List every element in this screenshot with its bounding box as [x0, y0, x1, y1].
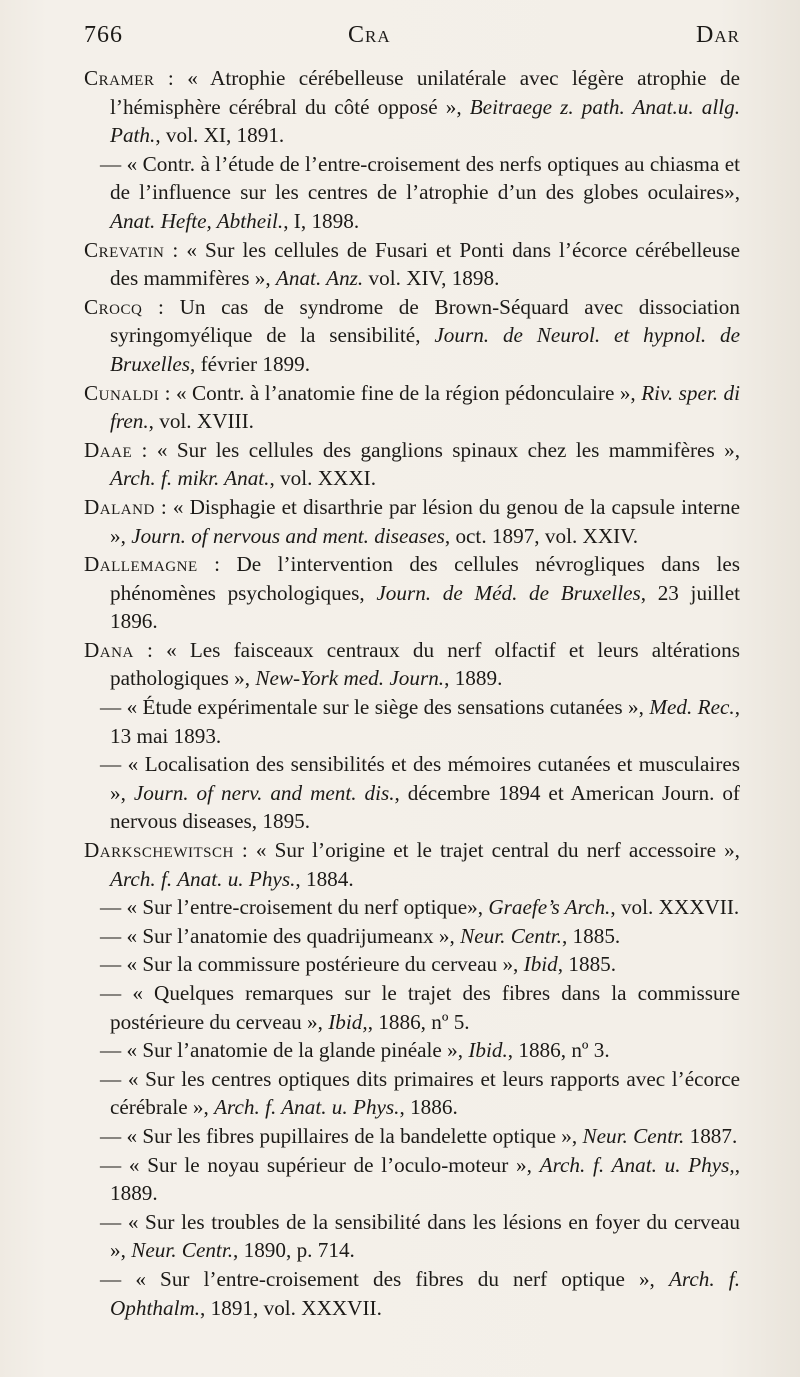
entry-title: « Sur les cellules de Fusari et Ponti dans l’écorce cérébelleuse des mammifères », — [110, 237, 740, 291]
bibliography-entry — [84, 750, 740, 836]
bibliography-entry — [84, 550, 740, 636]
entry-title: « Étude expérimentale sur le siège des sensations cutanées », — [126, 695, 650, 720]
entry-details: , vol. XXXI. — [269, 466, 377, 491]
entry-author: Daae — [84, 437, 133, 462]
entry-journal: Beitraege z. path. Anat.u. allg. Path. — [110, 94, 741, 148]
entry-journal: Med. Rec. — [649, 695, 735, 720]
entry-journal: Ibid — [523, 952, 558, 977]
bibliography-entry — [84, 636, 740, 693]
entry-author: Dana — [84, 637, 134, 662]
entry-details: , oct. 1897, vol. XXIV. — [444, 523, 639, 548]
entry-separator: : — [142, 294, 180, 319]
entry-title: « Sur la commissure postérieure du cerveau », — [126, 952, 524, 977]
entry-journal: Anat. Hefte, Abtheil. — [110, 208, 284, 233]
entry-details: , 1885. — [557, 952, 617, 977]
entry-details: , 1885. — [561, 923, 621, 948]
entry-separator: — — [100, 981, 133, 1005]
entry-journal: Neur. Centr. — [460, 923, 562, 948]
entry-details: 1887. — [684, 1123, 738, 1148]
bibliography-entry — [84, 1208, 740, 1265]
entry-separator: — — [100, 1209, 128, 1234]
entry-title: « Sur les troubles de la sensibilité dans les lésions en foyer du cerveau », — [110, 1209, 741, 1263]
entry-separator: — — [100, 895, 127, 920]
entry-journal: Ibid, — [328, 1009, 368, 1034]
bibliography-entry — [84, 979, 740, 1036]
entry-title: « Sur l’origine et le trajet central du nerf accessoire », — [255, 838, 740, 863]
entry-journal: Arch. f. mikr. Anat. — [110, 466, 270, 491]
entry-journal: Journ. de Méd. de Bruxelles — [376, 580, 641, 605]
entry-author: Crevatin — [84, 237, 165, 262]
entry-separator: — — [100, 1152, 129, 1177]
entry-details: , 1890, p. 714. — [233, 1238, 355, 1263]
entry-title: « Contr. à l’étude de l’entre-croisement des nerfs optiques au chiasma et de l’influence sur les centres de l’atrophie d’un des globes oculaires», — [110, 151, 741, 205]
bibliography-entry — [84, 150, 740, 236]
entry-journal: Arch. f. Anat. u. Phys. — [214, 1095, 400, 1120]
entry-separator: : — [154, 494, 173, 519]
entry-title: « Sur l’anatomie de la glande pinéale », — [126, 1038, 469, 1063]
entry-details: , 1889. — [110, 1152, 741, 1206]
entry-journal: Riv. sper. di fren. — [110, 380, 740, 434]
bibliography-entry — [84, 836, 740, 893]
entry-separator: : — [159, 380, 176, 405]
bibliography-entry — [84, 893, 740, 922]
entry-separator: — — [100, 1266, 136, 1291]
header-right-word: Dar — [696, 22, 740, 48]
bibliography-entry — [84, 379, 740, 436]
bibliography-entry — [84, 1036, 740, 1065]
entry-author: Cunaldi — [84, 380, 160, 405]
entry-separator: — — [100, 151, 127, 176]
entry-title: « Localisation des sensibilités et des mémoires cutanées et musculaires », — [110, 752, 740, 805]
entry-details: , décembre 1894 et American Journ. of nervous diseases, 1895. — [110, 780, 740, 834]
entry-title: Un cas de syndrome de Brown-Séquard avec dissociation syringomyélique de la sensibilité, — [110, 294, 740, 348]
entry-details: , vol. XI, 1891. — [155, 123, 285, 148]
bibliography-entries — [84, 64, 740, 1322]
entry-separator: — — [100, 752, 128, 777]
entry-author: Crocq — [84, 294, 143, 319]
bibliography-entry — [84, 436, 740, 493]
entry-title: « Sur les centres optiques dits primaires et leurs rapports avec l’écorce cérébrale », — [110, 1066, 741, 1120]
entry-journal: Neur. Centr. — [131, 1238, 234, 1263]
bibliography-entry — [84, 1122, 740, 1151]
entry-separator: — — [100, 695, 127, 720]
entry-journal: Ibid. — [468, 1038, 508, 1063]
entry-title: « Sur les cellules des ganglions spinaux chez les mammifères », — [156, 437, 741, 462]
entry-title: « Les faisceaux centraux du nerf olfactif et leurs altérations pathologiques », — [110, 637, 740, 691]
entry-details: , 23 juillet 1896. — [110, 580, 740, 634]
page-number: 766 — [84, 22, 123, 48]
entry-journal: New-York med. Journ. — [255, 666, 445, 691]
entry-separator: : — [154, 66, 188, 90]
entry-author: Darkschewitsch — [84, 838, 234, 863]
entry-details: , 1891, vol. XXXVII. — [200, 1295, 382, 1320]
bibliography-entry — [84, 1265, 740, 1322]
entry-title: « Sur le noyau supérieur de l’oculo-moteur », — [128, 1152, 540, 1177]
entry-separator: : — [197, 552, 237, 577]
entry-title: « Contr. à l’anatomie fine de la région pédonculaire », — [175, 380, 642, 405]
entry-journal: Arch. f. Anat. u. Phys, — [539, 1152, 735, 1177]
entry-author: Dallemagne — [84, 552, 198, 577]
entry-journal: Journ. of nerv. and ment. dis. — [133, 780, 395, 805]
entry-journal: Neur. Centr. — [582, 1123, 685, 1148]
entry-journal: Journ. de Neurol. et hypnol. de Bruxelles — [110, 323, 740, 376]
entry-journal: Arch. f. Ophthalm. — [110, 1266, 740, 1320]
entry-title: « Quelques remarques sur le trajet des fibres dans la commissure postérieure du cerveau », — [110, 981, 741, 1034]
entry-details: , 1889. — [444, 666, 503, 691]
entry-separator: : — [233, 838, 256, 863]
bibliography-entry — [84, 950, 740, 979]
entry-journal: Journ. of nervous and ment. diseases — [131, 523, 445, 548]
entry-title: « Sur les fibres pupillaires de la bandelette optique », — [126, 1123, 583, 1148]
entry-details: , 1884. — [295, 866, 354, 891]
bibliography-entry — [84, 493, 740, 550]
entry-title: « Sur l’entre-croisement du nerf optique», — [126, 895, 489, 920]
entry-separator: : — [164, 237, 187, 262]
entry-details: , vol. XXXVII. — [610, 895, 740, 920]
bibliography-entry — [84, 293, 740, 379]
entry-details: , 13 mai 1893. — [110, 695, 741, 748]
entry-details: , I, 1898. — [283, 208, 360, 233]
entry-separator: — — [100, 1123, 127, 1148]
entry-details: , vol. XVIII. — [148, 409, 254, 434]
entry-author: Daland — [84, 494, 155, 519]
entry-journal: Arch. f. Anat. u. Phys. — [110, 866, 296, 891]
entry-separator: — — [100, 923, 127, 948]
entry-separator: : — [133, 637, 167, 662]
entry-journal: Anat. Anz. — [275, 266, 364, 291]
entry-details: , février 1899. — [190, 351, 311, 376]
entry-title: « Atrophie cérébelleuse unilatérale avec légère atrophie de l’hémisphère cérébral du côté opposé », — [110, 66, 740, 119]
running-header — [84, 22, 740, 62]
entry-separator: — — [100, 1066, 128, 1091]
entry-title: « Sur l’anatomie des quadrijumeanx », — [126, 923, 461, 948]
entry-details: , 1886, nº 3. — [507, 1038, 610, 1063]
entry-author: Cramer — [84, 66, 155, 90]
entry-title: « Disphagie et disarthrie par lésion du genou de la capsule interne », — [110, 494, 740, 548]
bibliography-entry — [84, 236, 740, 293]
entry-details: , 1886. — [399, 1095, 458, 1120]
bibliography-entry — [84, 922, 740, 951]
entry-journal: Graefe’s Arch. — [488, 895, 611, 920]
entry-title: De l’intervention des cellules névrogliques dans les phénomènes psychologiques, — [110, 552, 740, 605]
entry-separator: — — [100, 1038, 127, 1063]
bibliography-entry — [84, 1151, 740, 1208]
entry-separator: — — [100, 952, 127, 977]
entry-separator: : — [132, 437, 157, 462]
bibliography-entry — [84, 64, 740, 150]
header-left-word: Cra — [348, 22, 391, 48]
bibliography-entry — [84, 1065, 740, 1122]
bibliography-entry — [84, 693, 740, 750]
entry-title: « Sur l’entre-croisement des fibres du nerf optique », — [135, 1266, 669, 1291]
entry-details: , 1886, nº 5. — [367, 1009, 470, 1034]
entry-details: vol. XIV, 1898. — [363, 266, 500, 291]
